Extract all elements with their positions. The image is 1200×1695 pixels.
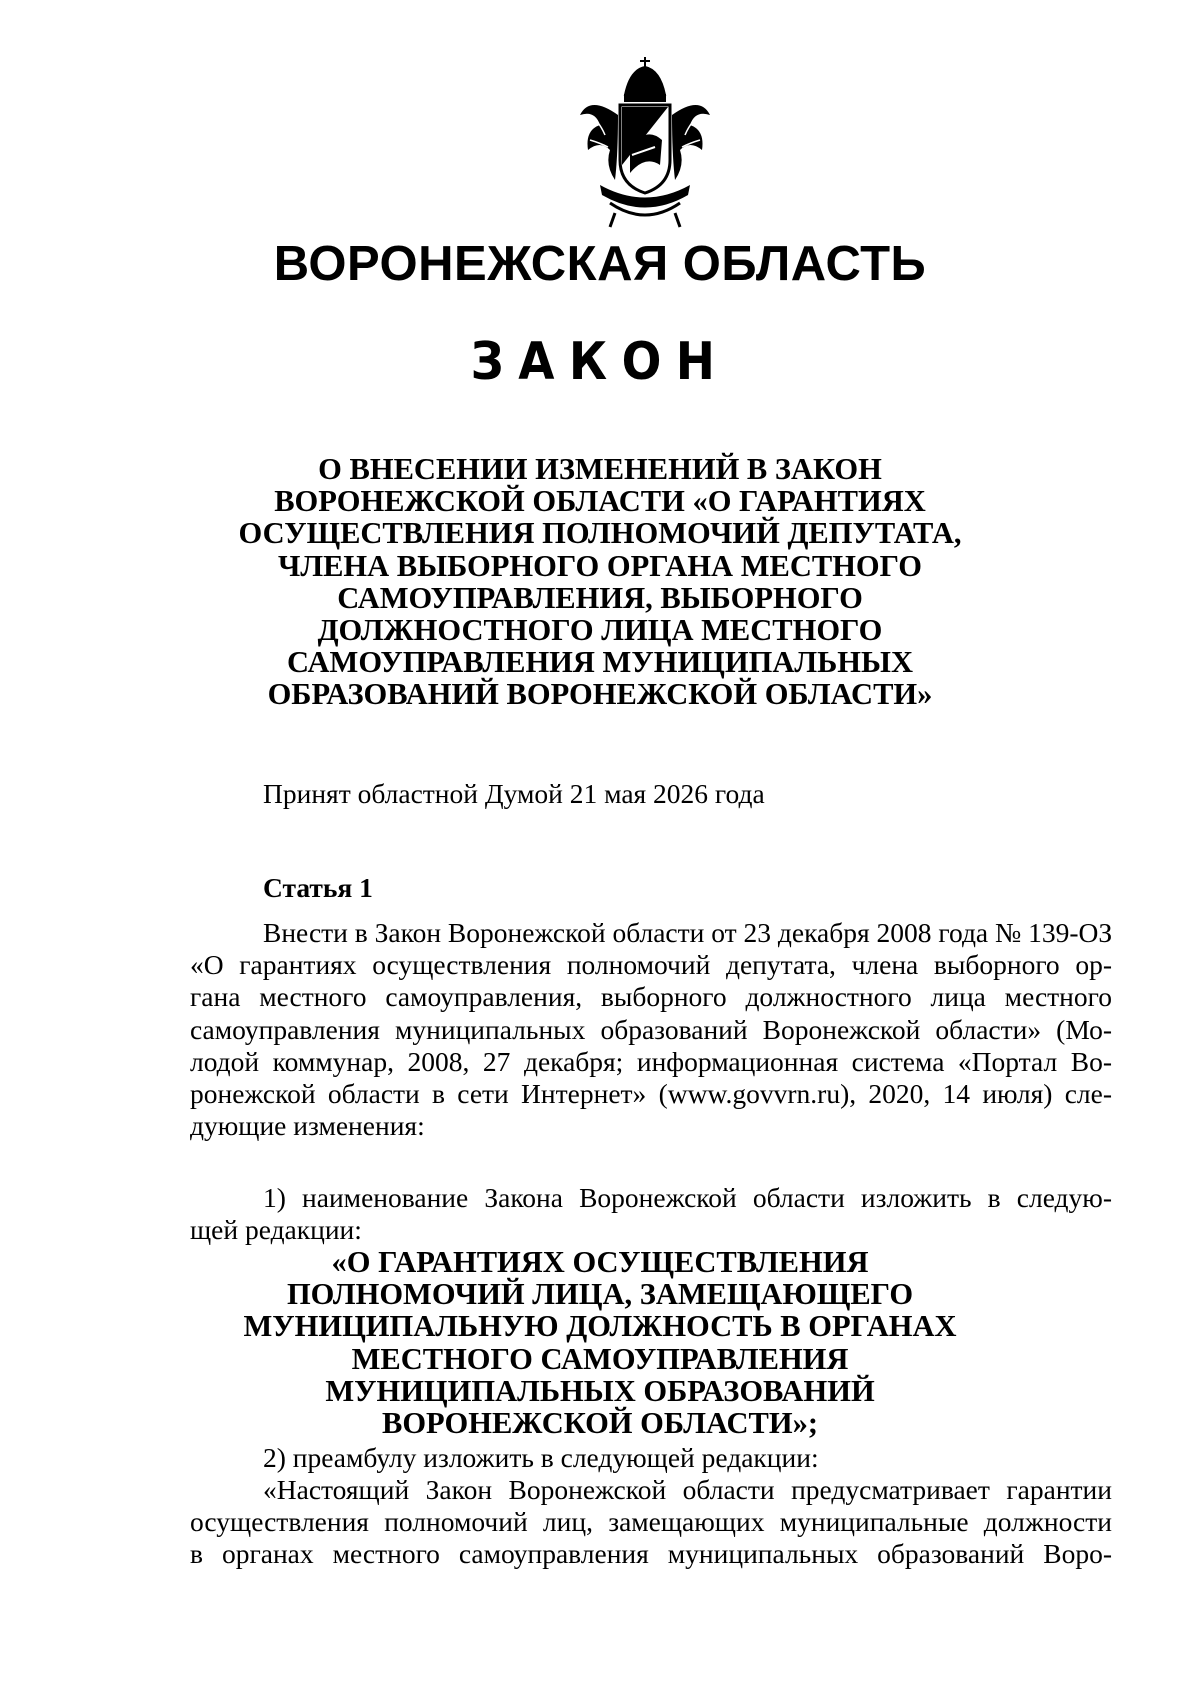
region-name: ВОРОНЕЖСКАЯ ОБЛАСТЬ [273, 237, 927, 291]
title-line: ПОЛНОМОЧИЙ ЛИЦА, ЗАМЕЩАЮЩЕГО [286, 1277, 914, 1312]
text-line: 1) наименование Закона Воронежской области изложить в следую- [263, 1182, 1112, 1213]
text-line: гана местного самоуправления, выборного должностного лица местного [190, 981, 1112, 1013]
coat-of-arms-icon [570, 55, 720, 230]
title-line: О ВНЕСЕНИИ ИЗМЕНЕНИЙ В ЗАКОН [318, 452, 882, 486]
text-line: самоуправления муниципальных образований Воронежской области» (Мо- [190, 1013, 1112, 1045]
document-type: ЗАКОН [470, 332, 730, 392]
title-line: ДОЛЖНОСТНОГО ЛИЦА МЕСТНОГО [317, 613, 883, 648]
adoption-date: Принят областной Думой 21 мая 2026 года [263, 778, 765, 809]
article-intro [190, 917, 1112, 1142]
text-line: щей редакции: [190, 1214, 362, 1246]
text-line: Внести в Закон Воронежской области от 23 декабря 2008 года № 139-ОЗ [263, 917, 1113, 948]
item-1 [190, 1182, 1112, 1246]
text-line: в органах местного самоуправления муниципальных образований Воро- [190, 1538, 1112, 1570]
title-line: ВОРОНЕЖСКОЙ ОБЛАСТИ»; [381, 1406, 819, 1441]
text-line: дующие изменения: [190, 1110, 425, 1142]
title-line: МУНИЦИПАЛЬНЫХ ОБРАЗОВАНИЙ [325, 1373, 875, 1408]
title-line: «О ГАРАНТИЯХ ОСУЩЕСТВЛЕНИЯ [331, 1245, 869, 1279]
article-heading: Статья 1 [263, 872, 373, 903]
title-line: САМОУПРАВЛЕНИЯ МУНИЦИПАЛЬНЫХ [287, 645, 913, 680]
preamble-text [190, 1474, 1112, 1571]
title-line: ОСУЩЕСТВЛЕНИЯ ПОЛНОМОЧИЙ ДЕПУТАТА, [238, 516, 962, 551]
title-line: САМОУПРАВЛЕНИЯ, ВЫБОРНОГО [337, 580, 863, 615]
title-line: МУНИЦИПАЛЬНУЮ ДОЛЖНОСТЬ В ОРГАНАХ [243, 1309, 957, 1344]
law-title [200, 453, 1000, 711]
title-line: ЧЛЕНА ВЫБОРНОГО ОРГАНА МЕСТНОГО [277, 548, 923, 583]
text-line: осуществления полномочий лиц, замещающих муниципальные должности [190, 1506, 1112, 1538]
text-line: «Настоящий Закон Воронежской области предусматривает гарантии [263, 1474, 1112, 1505]
new-law-title [200, 1246, 1000, 1439]
text-line: ронежской области в сети Интернет» (www.govvrn.ru), 2020, 14 июля) сле- [190, 1078, 1112, 1110]
title-line: ВОРОНЕЖСКОЙ ОБЛАСТИ «О ГАРАНТИЯХ [274, 484, 926, 519]
title-line: МЕСТНОГО САМОУПРАВЛЕНИЯ [351, 1341, 849, 1376]
item-2: 2) преамбулу изложить в следующей редакции: [263, 1442, 819, 1473]
text-line: лодой коммунар, 2008, 27 декабря; информационная система «Портал Во- [190, 1045, 1112, 1077]
title-line: ОБРАЗОВАНИЙ ВОРОНЕЖСКОЙ ОБЛАСТИ» [267, 677, 933, 712]
text-line: «О гарантиях осуществления полномочий депутата, члена выборного ор- [190, 949, 1112, 981]
